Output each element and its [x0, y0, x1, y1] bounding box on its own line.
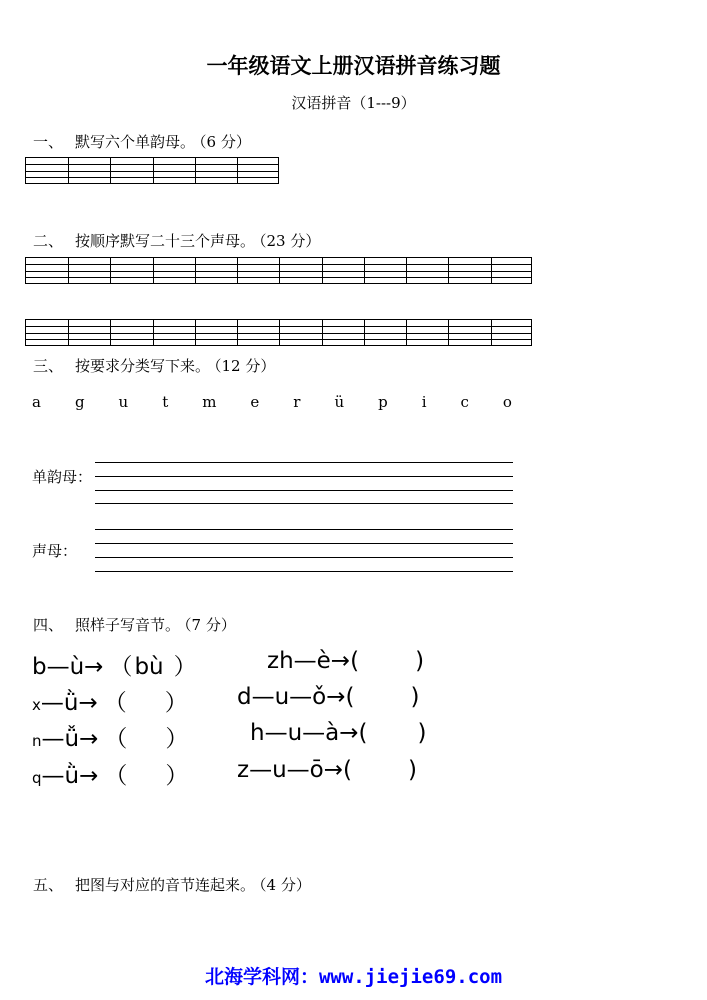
section-1-text: 默写六个单韵母。 [75, 133, 196, 151]
vowel-answer-line-2[interactable] [95, 476, 513, 477]
vowel-answer-line-3[interactable] [95, 490, 513, 491]
syllable-parts: —ǜ→ [41, 763, 99, 789]
example-row-4-left [32, 757, 188, 790]
paren-close: ) [410, 684, 420, 710]
section-3-number: 三、 [33, 357, 64, 375]
section-1-number: 一、 [33, 133, 64, 151]
letter: g [74, 393, 85, 411]
letter: m [202, 393, 217, 411]
paren-close: ) [415, 648, 425, 674]
paren-open: （ [104, 726, 128, 752]
section-3-text: 按要求分类写下来。 [75, 357, 211, 375]
paren-close: ) [407, 757, 417, 783]
example-row-1-right [267, 648, 424, 674]
letter: r [293, 393, 301, 411]
example-row-3-right [250, 720, 427, 746]
syllable-parts: zh—è→ [267, 648, 351, 674]
syllable-initial: x [32, 696, 41, 714]
paren-open: ( [345, 684, 355, 710]
initial-answer-line-4[interactable] [95, 571, 513, 572]
paren-close: ） [173, 654, 197, 680]
paren-open: （ [109, 654, 133, 680]
example-row-3-left [32, 720, 188, 753]
footer-watermark [0, 962, 707, 989]
initial-answer-line-3[interactable] [95, 557, 513, 558]
letter: i [421, 393, 427, 411]
paren-close: ) [417, 720, 427, 746]
letter: a [32, 393, 41, 411]
section-4-number: 四、 [33, 616, 64, 634]
paren-close: ） [165, 763, 189, 789]
section-4-heading [33, 614, 236, 635]
syllable-parts: h—u—à→ [250, 720, 359, 746]
syllable-initial: n [32, 732, 42, 750]
footer-site-link[interactable]: www.jiejie69.com [318, 966, 503, 988]
letter: p [378, 393, 388, 411]
section-2-number: 二、 [33, 232, 64, 250]
example-row-4-right [237, 757, 417, 783]
paren-open: ( [350, 648, 360, 674]
letter: t [162, 393, 169, 411]
section-2-heading [33, 230, 320, 251]
example-row-2-right [237, 684, 420, 710]
section-1-score: （6 分） [199, 133, 251, 151]
vowel-label: 单韵母： [32, 468, 93, 486]
paren-open: （ [103, 690, 127, 716]
section-5-text: 把图与对应的音节连起来。 [75, 876, 256, 894]
section-5-score: （4 分） [259, 876, 311, 894]
vowel-answer-line-4[interactable] [95, 503, 513, 504]
section-4-score: （7 分） [184, 616, 236, 634]
syllable-parts: z—u—ō→ [237, 757, 343, 783]
initial-answer-line-1[interactable] [95, 529, 513, 530]
syllable-parts: d—u—ǒ→ [237, 684, 346, 710]
initials-writing-grid-2[interactable] [25, 319, 532, 346]
section-4-text: 照样子写音节。 [75, 616, 181, 634]
letter: u [118, 393, 129, 411]
paren-open: （ [104, 763, 128, 789]
initial-answer-line-2[interactable] [95, 543, 513, 544]
paren-open: ( [358, 720, 368, 746]
vowel-answer-line-1[interactable] [95, 462, 513, 463]
section-2-score: （23 分） [259, 232, 321, 250]
syllable-parts: b—ù→ [32, 654, 104, 680]
example-row-1-left [32, 648, 197, 681]
letter: c [460, 393, 469, 411]
example-answer: bù [134, 654, 164, 680]
footer-brand: 北海学科网： [204, 966, 319, 988]
syllable-parts: —ǜ→ [40, 690, 98, 716]
letter: ü [334, 393, 345, 411]
paren-open: ( [343, 757, 352, 783]
page-subtitle: 汉语拼音（1---9） [291, 94, 416, 112]
section-3-score: （12 分） [214, 357, 276, 375]
syllable-parts: —ǚ→ [41, 726, 99, 752]
section-5-number: 五、 [33, 876, 64, 894]
paren-close: ） [165, 726, 189, 752]
syllable-initial: q [32, 769, 42, 787]
example-row-2-left [32, 684, 188, 717]
page-title: 一年级语文上册汉语拼音练习题 [206, 53, 501, 78]
paren-close: ） [164, 690, 188, 716]
section-1-heading [33, 131, 251, 152]
section-5-heading [33, 874, 311, 895]
letter-list [32, 393, 512, 411]
letter: e [250, 393, 260, 411]
section-2-text: 按顺序默写二十三个声母。 [75, 232, 256, 250]
initial-label: 声母： [32, 542, 78, 560]
vowel-writing-grid[interactable] [25, 157, 279, 184]
initials-writing-grid-1[interactable] [25, 257, 532, 284]
section-3-heading [33, 355, 275, 376]
letter: o [502, 393, 512, 411]
